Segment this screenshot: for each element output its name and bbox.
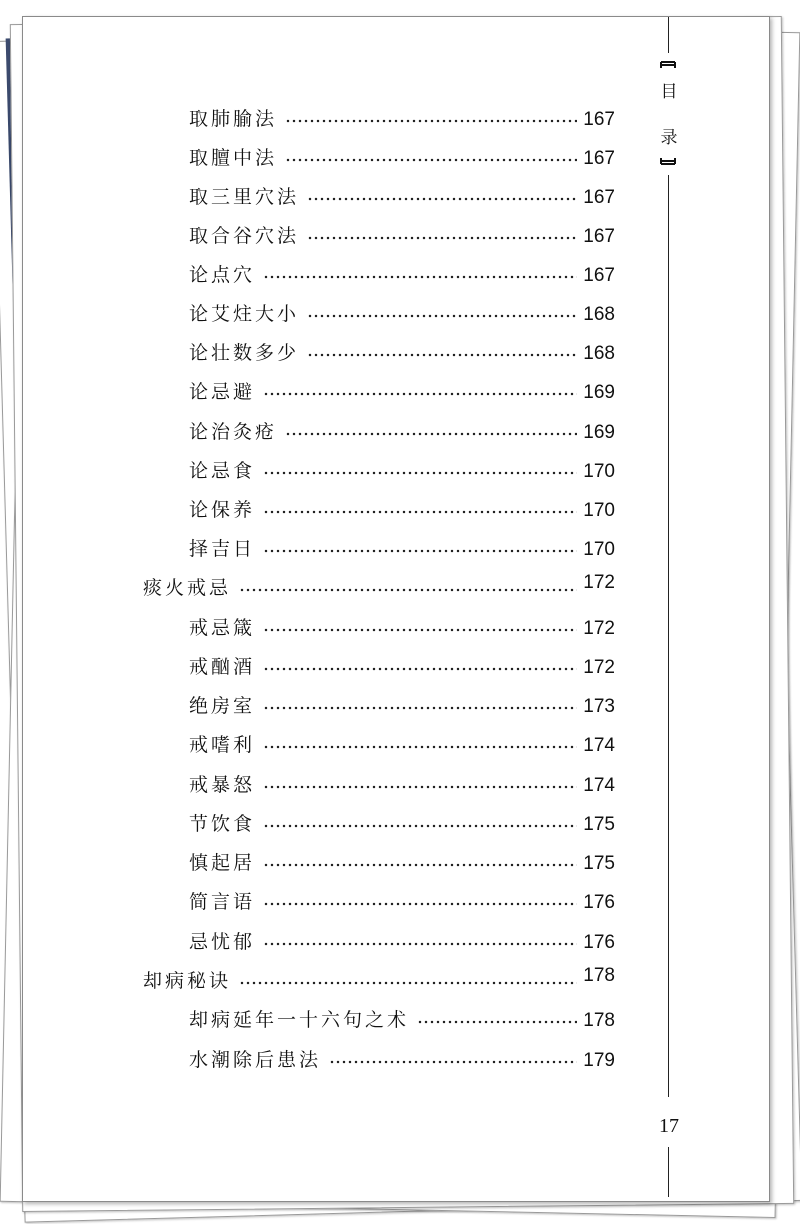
toc-entry[interactable] xyxy=(189,810,615,836)
toc-entry[interactable] xyxy=(189,928,615,954)
toc-leader-dots xyxy=(263,509,577,515)
toc-entry-page: 178 xyxy=(583,1010,615,1031)
toc-entry-title: 论忌食 xyxy=(189,460,256,482)
toc-leader-dots xyxy=(263,548,577,554)
toc-leader-dots xyxy=(263,627,577,633)
toc-entry-title: 取合谷穴法 xyxy=(189,225,300,247)
toc-entry[interactable] xyxy=(189,1046,615,1072)
toc-leader-dots xyxy=(285,431,577,437)
toc-entry[interactable] xyxy=(189,222,615,248)
toc-entry-page: 170 xyxy=(583,500,615,521)
toc-entry-page: 173 xyxy=(583,696,615,717)
toc-entry[interactable] xyxy=(189,183,615,209)
toc-entry-title: 戒酗酒 xyxy=(189,656,256,678)
toc-leader-dots xyxy=(263,274,577,280)
sidebar-rule xyxy=(668,17,669,53)
toc-entry-title: 忌忧郁 xyxy=(189,931,256,953)
toc-entry-page: 167 xyxy=(583,226,615,247)
toc-entry-title: 戒嗜利 xyxy=(189,734,256,756)
toc-entry-page: 176 xyxy=(583,932,615,953)
toc-leader-dots xyxy=(263,941,577,947)
toc-entry-title: 论保养 xyxy=(189,499,256,521)
toc-leader-dots xyxy=(285,157,577,163)
bracket-open-icon xyxy=(660,61,676,69)
sidebar-label-char: 目 xyxy=(660,82,678,102)
toc-entry-page: 170 xyxy=(583,539,615,560)
toc-entry[interactable] xyxy=(189,731,615,757)
toc-entry-title: 论忌避 xyxy=(189,381,256,403)
toc-entry-page: 174 xyxy=(583,775,615,796)
toc-leader-dots xyxy=(263,391,577,397)
toc-leader-dots xyxy=(285,118,577,124)
toc-entry-page: 174 xyxy=(583,735,615,756)
toc-entry[interactable] xyxy=(189,418,615,444)
toc-entry-title: 论点穴 xyxy=(189,264,256,286)
toc-leader-dots xyxy=(307,352,577,358)
toc-entry-page: 169 xyxy=(583,382,615,403)
toc-entry-page: 168 xyxy=(583,304,615,325)
toc-leader-dots xyxy=(307,313,577,319)
toc-section-entry[interactable] xyxy=(143,574,615,600)
toc-entry-page: 172 xyxy=(583,572,615,593)
toc-entry-page: 167 xyxy=(583,148,615,169)
toc-entry-title: 却病延年一十六句之术 xyxy=(189,1009,410,1031)
toc-leader-dots xyxy=(263,470,577,476)
toc-entry[interactable] xyxy=(189,535,615,561)
toc-entry-page: 176 xyxy=(583,892,615,913)
toc-list xyxy=(23,17,769,1201)
toc-leader-dots xyxy=(263,862,577,868)
toc-entry-title: 却病秘诀 xyxy=(143,970,232,992)
toc-entry[interactable] xyxy=(189,653,615,679)
toc-entry-title: 择吉日 xyxy=(189,538,256,560)
toc-entry[interactable] xyxy=(189,1006,615,1032)
toc-entry[interactable] xyxy=(189,496,615,522)
sidebar-label-char: 录 xyxy=(660,128,678,148)
toc-leader-dots xyxy=(329,1059,577,1065)
toc-entry[interactable] xyxy=(189,771,615,797)
toc-entry[interactable] xyxy=(189,849,615,875)
toc-entry-title: 绝房室 xyxy=(189,695,256,717)
toc-entry-title: 戒忌箴 xyxy=(189,617,256,639)
toc-leader-dots xyxy=(417,1019,577,1025)
toc-entry-title: 戒暴怒 xyxy=(189,774,256,796)
toc-entry[interactable] xyxy=(189,144,615,170)
toc-entry[interactable] xyxy=(189,261,615,287)
toc-entry-page: 170 xyxy=(583,461,615,482)
toc-entry[interactable] xyxy=(189,888,615,914)
toc-entry-page: 172 xyxy=(583,618,615,639)
page-number: 17 xyxy=(659,1115,679,1137)
toc-entry-title: 水潮除后患法 xyxy=(189,1049,322,1071)
toc-entry-page: 178 xyxy=(583,965,615,986)
toc-entry-page: 168 xyxy=(583,343,615,364)
toc-entry[interactable] xyxy=(189,339,615,365)
toc-entry-page: 179 xyxy=(583,1050,615,1071)
toc-entry-page: 167 xyxy=(583,265,615,286)
toc-leader-dots xyxy=(307,196,577,202)
toc-leader-dots xyxy=(263,823,577,829)
toc-leader-dots xyxy=(263,784,577,790)
toc-page xyxy=(22,16,770,1202)
toc-leader-dots xyxy=(307,235,577,241)
toc-entry-title: 取肺腧法 xyxy=(189,108,278,130)
toc-entry-title: 论治灸疮 xyxy=(189,421,278,443)
toc-entry-page: 175 xyxy=(583,814,615,835)
toc-leader-dots xyxy=(263,901,577,907)
bracket-close-icon xyxy=(660,157,676,165)
toc-entry[interactable] xyxy=(189,105,615,131)
toc-entry-title: 论艾炷大小 xyxy=(189,303,300,325)
toc-entry[interactable] xyxy=(189,614,615,640)
toc-leader-dots xyxy=(239,980,577,986)
toc-leader-dots xyxy=(263,744,577,750)
toc-entry-page: 175 xyxy=(583,853,615,874)
toc-entry-title: 取膻中法 xyxy=(189,147,278,169)
toc-entry-page: 172 xyxy=(583,657,615,678)
toc-leader-dots xyxy=(239,587,577,593)
toc-entry-title: 慎起居 xyxy=(189,852,256,874)
toc-entry-title: 论壮数多少 xyxy=(189,342,300,364)
toc-entry-page: 167 xyxy=(583,187,615,208)
sidebar-rule xyxy=(668,1147,669,1197)
toc-section-entry[interactable] xyxy=(143,967,615,993)
toc-leader-dots xyxy=(263,666,577,672)
toc-entry-title: 简言语 xyxy=(189,891,256,913)
toc-entry[interactable] xyxy=(189,692,615,718)
toc-entry[interactable] xyxy=(189,378,615,404)
toc-entry-title: 痰火戒忌 xyxy=(143,577,232,599)
sidebar-rule xyxy=(668,175,669,1097)
toc-entry[interactable] xyxy=(189,457,615,483)
toc-leader-dots xyxy=(263,705,577,711)
toc-entry-title: 取三里穴法 xyxy=(189,186,300,208)
toc-entry-page: 169 xyxy=(583,422,615,443)
toc-entry[interactable] xyxy=(189,300,615,326)
toc-entry-page: 167 xyxy=(583,109,615,130)
toc-entry-title: 节饮食 xyxy=(189,813,256,835)
